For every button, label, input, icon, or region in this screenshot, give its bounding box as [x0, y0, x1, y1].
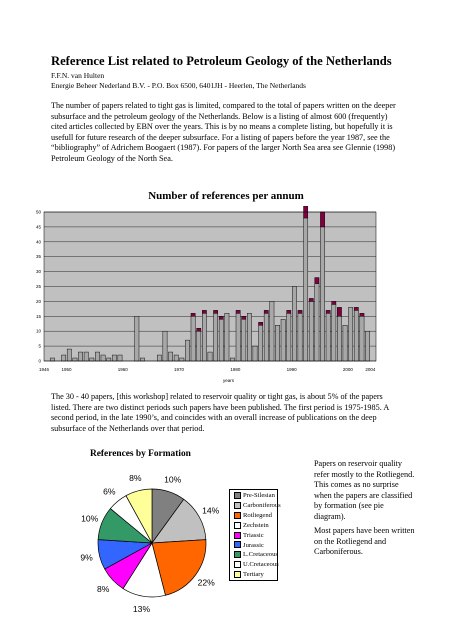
legend-item — [234, 531, 264, 541]
bar-1952-s0 — [78, 352, 82, 361]
document-title: Reference List related to Petroleum Geology of the Netherlands — [51, 54, 392, 68]
bar-1994-s0 — [315, 284, 319, 361]
y-tick-label: 45 — [35, 224, 41, 230]
pie-percent-label: 10% — [81, 513, 99, 524]
legend-swatch — [234, 522, 241, 529]
bar-chart-title: Number of references per annum — [148, 190, 304, 202]
periods-paragraph: The 30 - 40 papers, [this workshop] related to reservoir quality or tight gas, is about 5% of the papers listed. There are two distinct periods such papers have been published. The first period is 1975-1985. A second period, in the late 1990’s, and coincides with an overall increase of publications on the deep subsurface of the Netherlands over that period. — [51, 392, 389, 433]
formation-pie-chart — [72, 467, 232, 617]
bar-1989-s0 — [287, 313, 291, 361]
bar-1972-s0 — [191, 316, 195, 361]
pie-chart-title: References by Formation — [90, 449, 191, 459]
legend-label: Tertiary — [243, 571, 264, 579]
bar-1975-s0 — [208, 352, 212, 361]
bar-1974-s0 — [202, 313, 206, 361]
bar-1996-s2 — [326, 310, 330, 313]
bar-1989-s2 — [287, 310, 291, 313]
bar-1947-s0 — [50, 358, 54, 361]
x-tick-label: 2000 — [342, 367, 353, 372]
legend-label: Jurassic — [243, 541, 264, 549]
bar-1990-s0 — [292, 287, 296, 362]
bar-2002-s2 — [360, 313, 364, 316]
bar-1969-s0 — [174, 355, 178, 361]
legend-item — [234, 541, 264, 551]
legend-item — [234, 501, 281, 511]
bar-1959-s0 — [118, 355, 122, 361]
bar-1953-s0 — [84, 352, 88, 361]
bar-1955-s0 — [95, 352, 99, 361]
bar-1995-s2 — [320, 212, 324, 227]
y-tick-label: 15 — [35, 313, 41, 319]
bar-1977-s0 — [219, 319, 223, 361]
x-tick-label: 1990 — [286, 367, 297, 372]
legend-label: Zechstein — [243, 521, 269, 529]
bar-1966-s0 — [157, 355, 161, 361]
bar-1995-s0 — [320, 227, 324, 361]
bar-1962-s0 — [135, 316, 139, 361]
y-tick-label: 20 — [35, 298, 41, 304]
bar-1998-s2 — [337, 307, 341, 316]
intro-paragraph: The number of papers related to tight gas is limited, compared to the total of papers written on the deeper subsurface and the petroleum geology of the Netherlands. Below is a listing of almost 600 (frequently) cited articles collected by EBN over the years. This is by no means a complete listing, but hopefully it is usefull for future research of the deeper subsurface. For a listing of papers before the year 1987, see the “bibliography” of Adrichem Boogaert (1987). For papers of the larger North Sea area see Glennie (1998) Petroleum Geology of the North Sea. — [51, 101, 396, 163]
legend-item — [234, 521, 269, 531]
x-tick-label: 1970 — [174, 367, 185, 372]
y-tick-label: 40 — [35, 239, 41, 245]
legend-swatch — [234, 512, 241, 519]
legend-label: Pre-Silesian — [243, 492, 275, 499]
author-line: F.F.N. van Hulten — [51, 71, 105, 80]
bar-1954-s0 — [90, 358, 94, 361]
bar-chart-xlabel: years — [223, 378, 235, 383]
legend-item — [234, 491, 275, 501]
bar-1997-s2 — [332, 301, 336, 304]
legend-item — [234, 511, 272, 521]
x-tick-label: 1980 — [230, 367, 241, 372]
bar-1963-s0 — [140, 358, 144, 361]
legend-swatch — [234, 551, 241, 558]
bar-1974-s2 — [202, 310, 206, 313]
bar-1991-s2 — [298, 310, 302, 313]
legend-swatch — [234, 541, 241, 548]
bar-1998-s0 — [337, 316, 341, 361]
bar-1992-s0 — [304, 218, 308, 361]
legend-label: Rotliegend — [243, 511, 272, 519]
bar-1999-s0 — [343, 325, 347, 361]
bar-1981-s2 — [242, 316, 246, 319]
bar-1971-s0 — [185, 340, 189, 361]
legend-swatch — [234, 492, 241, 499]
x-tick-label: 1950 — [61, 367, 72, 372]
bar-1978-s0 — [225, 313, 229, 361]
legend-item — [234, 570, 264, 580]
bar-1994-s2 — [315, 278, 319, 284]
pie-percent-label: 10% — [164, 474, 182, 485]
legend-swatch — [234, 561, 241, 568]
bar-2002-s0 — [360, 316, 364, 361]
bar-1993-s2 — [309, 298, 313, 301]
bar-1957-s0 — [107, 358, 111, 361]
bar-1956-s0 — [101, 355, 105, 361]
bar-1984-s2 — [259, 322, 263, 325]
affiliation-line: Energie Beheer Nederland B.V. - P.O. Box 6500, 6401JH - Heerlen, The Netherlands — [51, 81, 306, 90]
x-tick-label: 1946 — [38, 367, 50, 372]
bar-1987-s0 — [275, 325, 279, 361]
bar-1981-s0 — [242, 319, 246, 361]
bar-1958-s0 — [112, 355, 116, 361]
bar-1976-s0 — [213, 313, 217, 361]
bar-1997-s0 — [332, 304, 336, 361]
x-tick-label: 2004 — [365, 367, 376, 372]
side-note-paragraph-2: Most papers have been written on the Rotliegend and Carboniferous. — [314, 526, 415, 556]
legend-label: Carboniferous — [243, 501, 281, 509]
bar-1951-s0 — [73, 358, 77, 361]
bar-1973-s0 — [197, 331, 201, 361]
legend-item — [234, 560, 279, 570]
pie-percent-label: 22% — [197, 577, 215, 588]
bar-1980-s0 — [236, 313, 240, 361]
pie-percent-label: 8% — [129, 473, 142, 484]
bar-1985-s0 — [264, 313, 268, 361]
pie-percent-label: 6% — [103, 486, 116, 497]
bar-2003-s0 — [365, 331, 369, 361]
y-tick-label: 25 — [35, 284, 41, 289]
bar-1988-s0 — [281, 319, 285, 361]
bar-2001-s0 — [354, 310, 358, 361]
bar-1972-s2 — [191, 313, 195, 316]
legend-label: L.Cretaceous — [243, 551, 278, 559]
side-note — [314, 459, 416, 562]
side-note-paragraph-1: Papers on reservoir quality refer mostly to the Rotliegend. This comes as no surprise when the papers are classified by formation (see pie diagram). — [314, 459, 415, 521]
y-tick-label: 5 — [38, 343, 41, 349]
bar-1980-s2 — [236, 310, 240, 313]
legend-label: Triassic — [243, 531, 264, 539]
bar-1976-s2 — [213, 310, 217, 313]
legend-swatch — [234, 502, 241, 509]
pie-legend — [229, 489, 281, 581]
bar-1973-s2 — [197, 328, 201, 331]
legend-label: U.Cretaceous — [243, 561, 279, 569]
pie-percent-label: 8% — [96, 583, 110, 594]
y-tick-label: 30 — [35, 269, 41, 275]
y-tick-label: 35 — [35, 254, 41, 260]
bar-1977-s2 — [219, 316, 223, 319]
bar-1985-s2 — [264, 310, 268, 313]
bar-1984-s0 — [259, 325, 263, 361]
bar-1993-s0 — [309, 301, 313, 361]
bar-1986-s0 — [270, 301, 274, 361]
y-tick-label: 50 — [35, 209, 41, 215]
pie-percent-label: 14% — [202, 505, 220, 516]
references-per-year-chart — [30, 206, 390, 378]
bar-1950-s0 — [67, 349, 71, 361]
bar-1967-s0 — [163, 331, 167, 361]
bar-1949-s0 — [62, 355, 66, 361]
bar-2000-s0 — [349, 307, 353, 361]
legend-swatch — [234, 532, 241, 539]
bar-1970-s0 — [180, 358, 184, 361]
legend-item — [234, 550, 278, 560]
bar-1979-s0 — [230, 358, 234, 361]
pie-percent-label: 9% — [80, 552, 93, 563]
pie-percent-label: 13% — [132, 604, 151, 615]
bar-1968-s0 — [168, 352, 172, 361]
bar-2001-s2 — [354, 307, 358, 310]
bar-1991-s0 — [298, 313, 302, 361]
bar-1996-s0 — [326, 313, 330, 361]
bar-1983-s0 — [253, 346, 257, 361]
y-tick-label: 0 — [38, 358, 41, 364]
y-tick-label: 10 — [35, 328, 41, 334]
legend-swatch — [234, 571, 241, 578]
bar-1982-s0 — [247, 313, 251, 361]
x-tick-label: 1960 — [117, 367, 128, 372]
